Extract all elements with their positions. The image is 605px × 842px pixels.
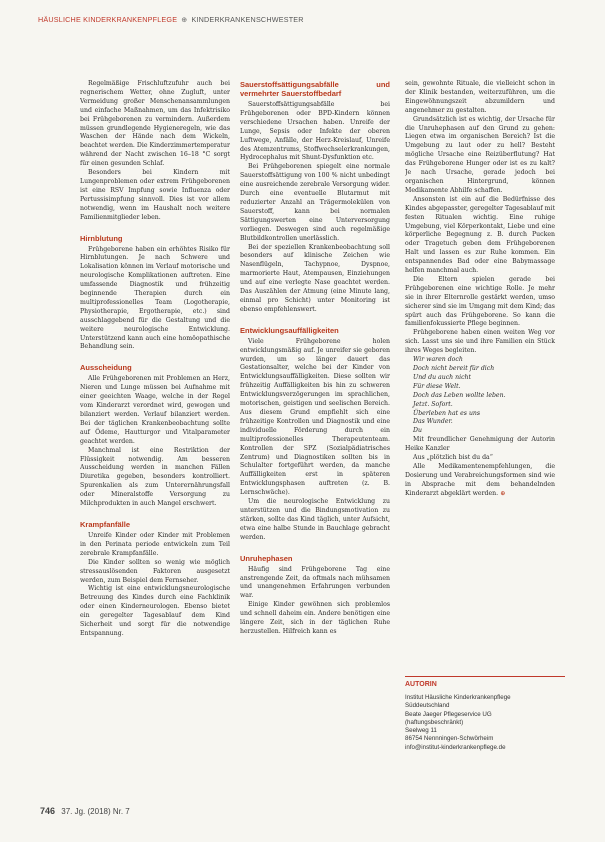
header-separator-icon: ⊕ [181, 15, 188, 24]
section-heading: Sauerstoffsättigungsabfälle und vermehrter Sauerstoffbedarf [240, 80, 390, 98]
author-address-line: (haftungsbeschränkt) [405, 718, 464, 726]
section-heading: Krampfanfälle [80, 519, 131, 529]
page-number: 746 [40, 806, 56, 816]
author-box [405, 676, 565, 752]
paragraph: Um die neurologische Entwicklung zu unterstützen und die Bindungsmotivation zu stärken, sollte das Kind täglich, unter Aufsicht, etwa eine halbe Stunde in Bauchlage gebracht werden. [240, 498, 390, 541]
poem-line: Überleben hat es uns [413, 409, 481, 417]
running-header [38, 15, 565, 24]
author-address-line: 86754 Nennningen-Schwörheim [405, 735, 494, 743]
paragraph: Viele Frühgeborene holen entwicklungsmäßig auf. Je unreifer sie geboren wurden, um so länger dauert das Gestationsalter, welche bei der Kinder von Entwicklungsauffälligkeiten. Diese sollten wir frühzeitig Auffälligkeiten bis hin zu schweren Entwicklungsverzögerungen im sprachlichen, motorischen, geistigen und seelischen Bereich. Aus diesem Grund empfiehlt sich eine frühzeitige Kontrollen und Diagnostik und eine individuelle Förderung durch ein multiprofessionelles Therapeutenteam. Kontrollen der SPZ (Sozialpädiatrisches Zentrum) und Diagnostiken sollten bis in Schulalter fortgeführt werden, da manche Auffälligkeiten erst in späteren Entwicklungsphasen auftreten (z. B. Lernschwäche). [240, 337, 390, 497]
page-footer [40, 806, 130, 816]
paragraph: Einige Kinder gewöhnen sich problemlos und schnell daheim ein. Andere benötigen eine längere Zeit, sich in der täglichen Ruhe herzustellen. Hilfreich kann es [240, 601, 390, 635]
section-heading: Ausscheidung [80, 363, 132, 373]
author-address-line: Institut Häusliche Kinderkrankenpflege [405, 694, 511, 701]
author-address-line: Beate Jaeger Pflegeservice UG [405, 710, 492, 718]
section-heading: Hirnblutung [80, 233, 123, 243]
paragraph: Frühgeborene haben ein erhöhtes Risiko für Hirnblutungen. Je nach Schwere und Lokalisation können im Verlauf motorische und neurologische Komplikationen auftreten. Eine umfassende Diagnostik und frühzeitig beginnende Therapien durch ein multiprofessionelles Team (Logotherapie, Physiotherapie, Ergotherapie, etc.) sind ausschlaggebend für die Gestaltung und die weitere neurologische Entwicklung. Unterstützend kann auch eine homöopathische Behandlung sein. [80, 245, 230, 351]
author-label: AUTORIN [405, 681, 437, 688]
paragraph: Häufig sind Frühgeborene Tag eine anstrengende Zeit, da oftmals nach mühsamen und unangenehmen Erfahrungen verbunden war. [240, 565, 390, 600]
author-address-line: info@institut-kinderkrankenpflege.de [405, 743, 506, 751]
poem-line: Du [413, 427, 422, 435]
paragraph: Sauerstoffsättigungsabfälle bei Frühgeborenen oder BPD-Kindern können verschiedene Ursachen haben. Unreife der Lunge, Sepsis oder Infekte der oberen Luftwege, Anfälle, der Herz-Kreislauf, Unreife des Atemzentrums, Stoffwechselerkrankungen, Hydrocephalus mit Shunt-Dysfunktion etc. [240, 101, 390, 162]
paragraph: Grundsätzlich ist es wichtig, der Ursache für die Unruhephasen auf den Grund zu gehen: Liegen etwa im organischen Bereich? Ist die Umgebung zu laut oder zu hell? Besteht mögliche Ursache eine Reizüberflutung? Hat das Frühgeborene Hunger oder ist es zu kalt? Je nach Ursache, gerade jedoch bei organischen Hintergrund, können Medikamente Abhilfe schaffen. [405, 115, 555, 194]
paragraph: Manchmal ist eine Restriktion der Flüssigkeit notwendig. Am besseren Ausscheidung werden in manchen Fällen Diuretika gegeben, besonders kontrolliert. Spurenkalien als zum Unterernährungsfall oder Mineralstoffe Versorgung zu Milchprodukten in auch Mangel erschwert. [80, 446, 230, 508]
paragraph: Bei der speziellen Krankenbeobachtung soll besonders auf klinische Zeichen wie Nasenflügeln, Tachypnoe, Dyspnoe, marmorierte Haut, Atempausen, Einziehungen und auf eine verlegte Nase geachtet werden. Das Auszählen der Atmung (eine Minute lang, einmal pro Schicht) unter Monitoring ist ebenso empfehlenswert. [240, 243, 390, 313]
paragraph: Aus „plötzlich bist du da“ [413, 454, 493, 462]
poem-line: Für diese Welt. [413, 382, 461, 390]
paragraph: Wichtig ist eine entwicklungsneurologische Betreuung des Kindes durch eine Fachklinik oder einen Kinderneurologen. Ebenso bietet ein geregelter Tagesablauf dem Kind Sicherheit und sorgt für die notwendige Entspannung. [80, 585, 230, 637]
paragraph: Frühgeborene haben einen weiten Weg vor sich. Lasst uns sie und ihre Familien ein Stück ihres Weges begleiten. [405, 329, 555, 355]
poem-line: Doch nicht bereit für dich [413, 365, 495, 372]
text-column-2 [240, 80, 390, 828]
poem-line: Das Wunder. [413, 418, 453, 426]
author-address-line: Süddeutschland [405, 702, 450, 710]
paragraph: Die Kinder sollten so wenig wie möglich stressauslösenden Faktoren ausgesetzt werden, zum Beispiel dem Fernseher. [80, 558, 230, 584]
author-address-line: Seelweg 11 [405, 727, 437, 735]
paragraph: Mit freundlicher Genehmigung der Autorin Heike Kanzler [405, 436, 555, 453]
paragraph: Die Eltern spielen gerade bei Frühgeborenen eine wichtige Rolle. Je mehr sie in ihrer Elternrolle gestärkt werden, umso sicherer sind sie im Umgang mit dem Kind; das spürt auch das Frühgeborene. So kann die familienfokussierte Pflege beginnen. [405, 275, 555, 328]
poem-line: Jetzt. Sofort. [413, 400, 453, 408]
section-heading: Entwicklungsauffälligkeiten [240, 325, 339, 335]
paragraph: Besonders bei Kindern mit Lungenproblemen oder extrem Frühgeborenen ist eine RSV Impfung sowie Influenza oder Pertussisimpfung sinnvoll. Dies ist vor allem notwendig, wenn im Haushalt noch weitere Familienmitglieder leben. [80, 169, 230, 221]
paragraph: Regelmäßige Frischluftzufuhr auch bei regnerischem Wetter, ohne Zugluft, unter Vermeidung großer Menschenansammlungen und einfache Maßnahmen, um das Infektrisiko bei Frühgeborenen zu vermindern. Außerdem müssen grundlegende Hygieneregeln, wie das Waschen der Hände nach dem Wickeln, beachtet werden. Die Kinderzimmertemperatur während der Nacht zwischen 16–18 °C sorgt für einen gesunden Schlaf. [80, 80, 230, 168]
poem-line: Und du auch nicht [413, 373, 472, 381]
paragraph: Ansonsten ist ein auf die Bedürfnisse des Kindes abgepasster, geregelter Tagesablauf mit festen Ritualen wichtig. Eine ruhige Umgebung, viel Körperkontakt, Liebe und eine körperliche Begegnung z. B. durch Pucken oder Tragetuch geben dem Frühgeborenen Halt und lassen es zur Ruhe kommen. Ein entspannendes Bad oder eine Babymassage helfen manchmal auch. [405, 195, 555, 275]
poem [405, 356, 555, 436]
paragraph: Bei Frühgeborenen spiegelt eine normale Sauerstoffsättigung von 100 % nicht unbedingt eine ausreichende zerebrale Versorgung wider. Durch eine eventuelle Blutarmut mit reduzierter Anzahl an Trägermolekülen von Sauerstoff, kann bei normalen Sättigungswerten eine Unterversorgung vorliegen. Deswegen sind auch regelmäßige Blutbildkontrollen unerlässlich. [240, 163, 390, 242]
end-mark-icon: ⊕ [498, 489, 506, 497]
poem-line: Wir waren doch [413, 356, 463, 364]
header-journal-title: KINDERKRANKENSCHWESTER [191, 15, 304, 24]
author-address [405, 694, 565, 752]
text-column-3 [405, 80, 555, 650]
poem-line: Doch das Leben wollte leben. [413, 391, 506, 399]
paragraph: Unreife Kinder oder Kinder mit Problemen in den Perinata periode entwickeln zum Teil zerebrale Krampfanfälle. [80, 531, 230, 557]
paragraph: Alle Medikamentenempfehlungen, die Dosierung und Verabreichungsformen sind wie in Absprache mit dem behandelnden Kinderarzt abgeklärt werden. ⊕ [405, 462, 555, 497]
section-heading: Unruhephasen [240, 553, 293, 563]
paragraph: sein, gewohnte Rituale, die vielleicht schon in der Klinik bestanden, weiterzuführen, um die Eingewöhnungszeit abzumildern und angenehmer zu gestalten. [405, 80, 555, 114]
text-column-1 [80, 80, 230, 820]
issue-info: 37. Jg. (2018) Nr. 7 [61, 807, 130, 816]
header-section-title: HÄUSLICHE KINDERKRANKENPFLEGE [38, 15, 178, 24]
paragraph: Alle Frühgeborenen mit Problemen an Herz, Nieren und Lunge müssen bei Aufnahme mit einer geeichten Waage, welche in der Regel vom Kinderarzt verordnet wird, gewogen und bilanziert werden. Verlauf bilanziert werden. Bei der täglichen Krankenbeobachtung sollte auf Ödeme, Hautturgor und Vitalparameter geachtet werden. [80, 375, 230, 445]
